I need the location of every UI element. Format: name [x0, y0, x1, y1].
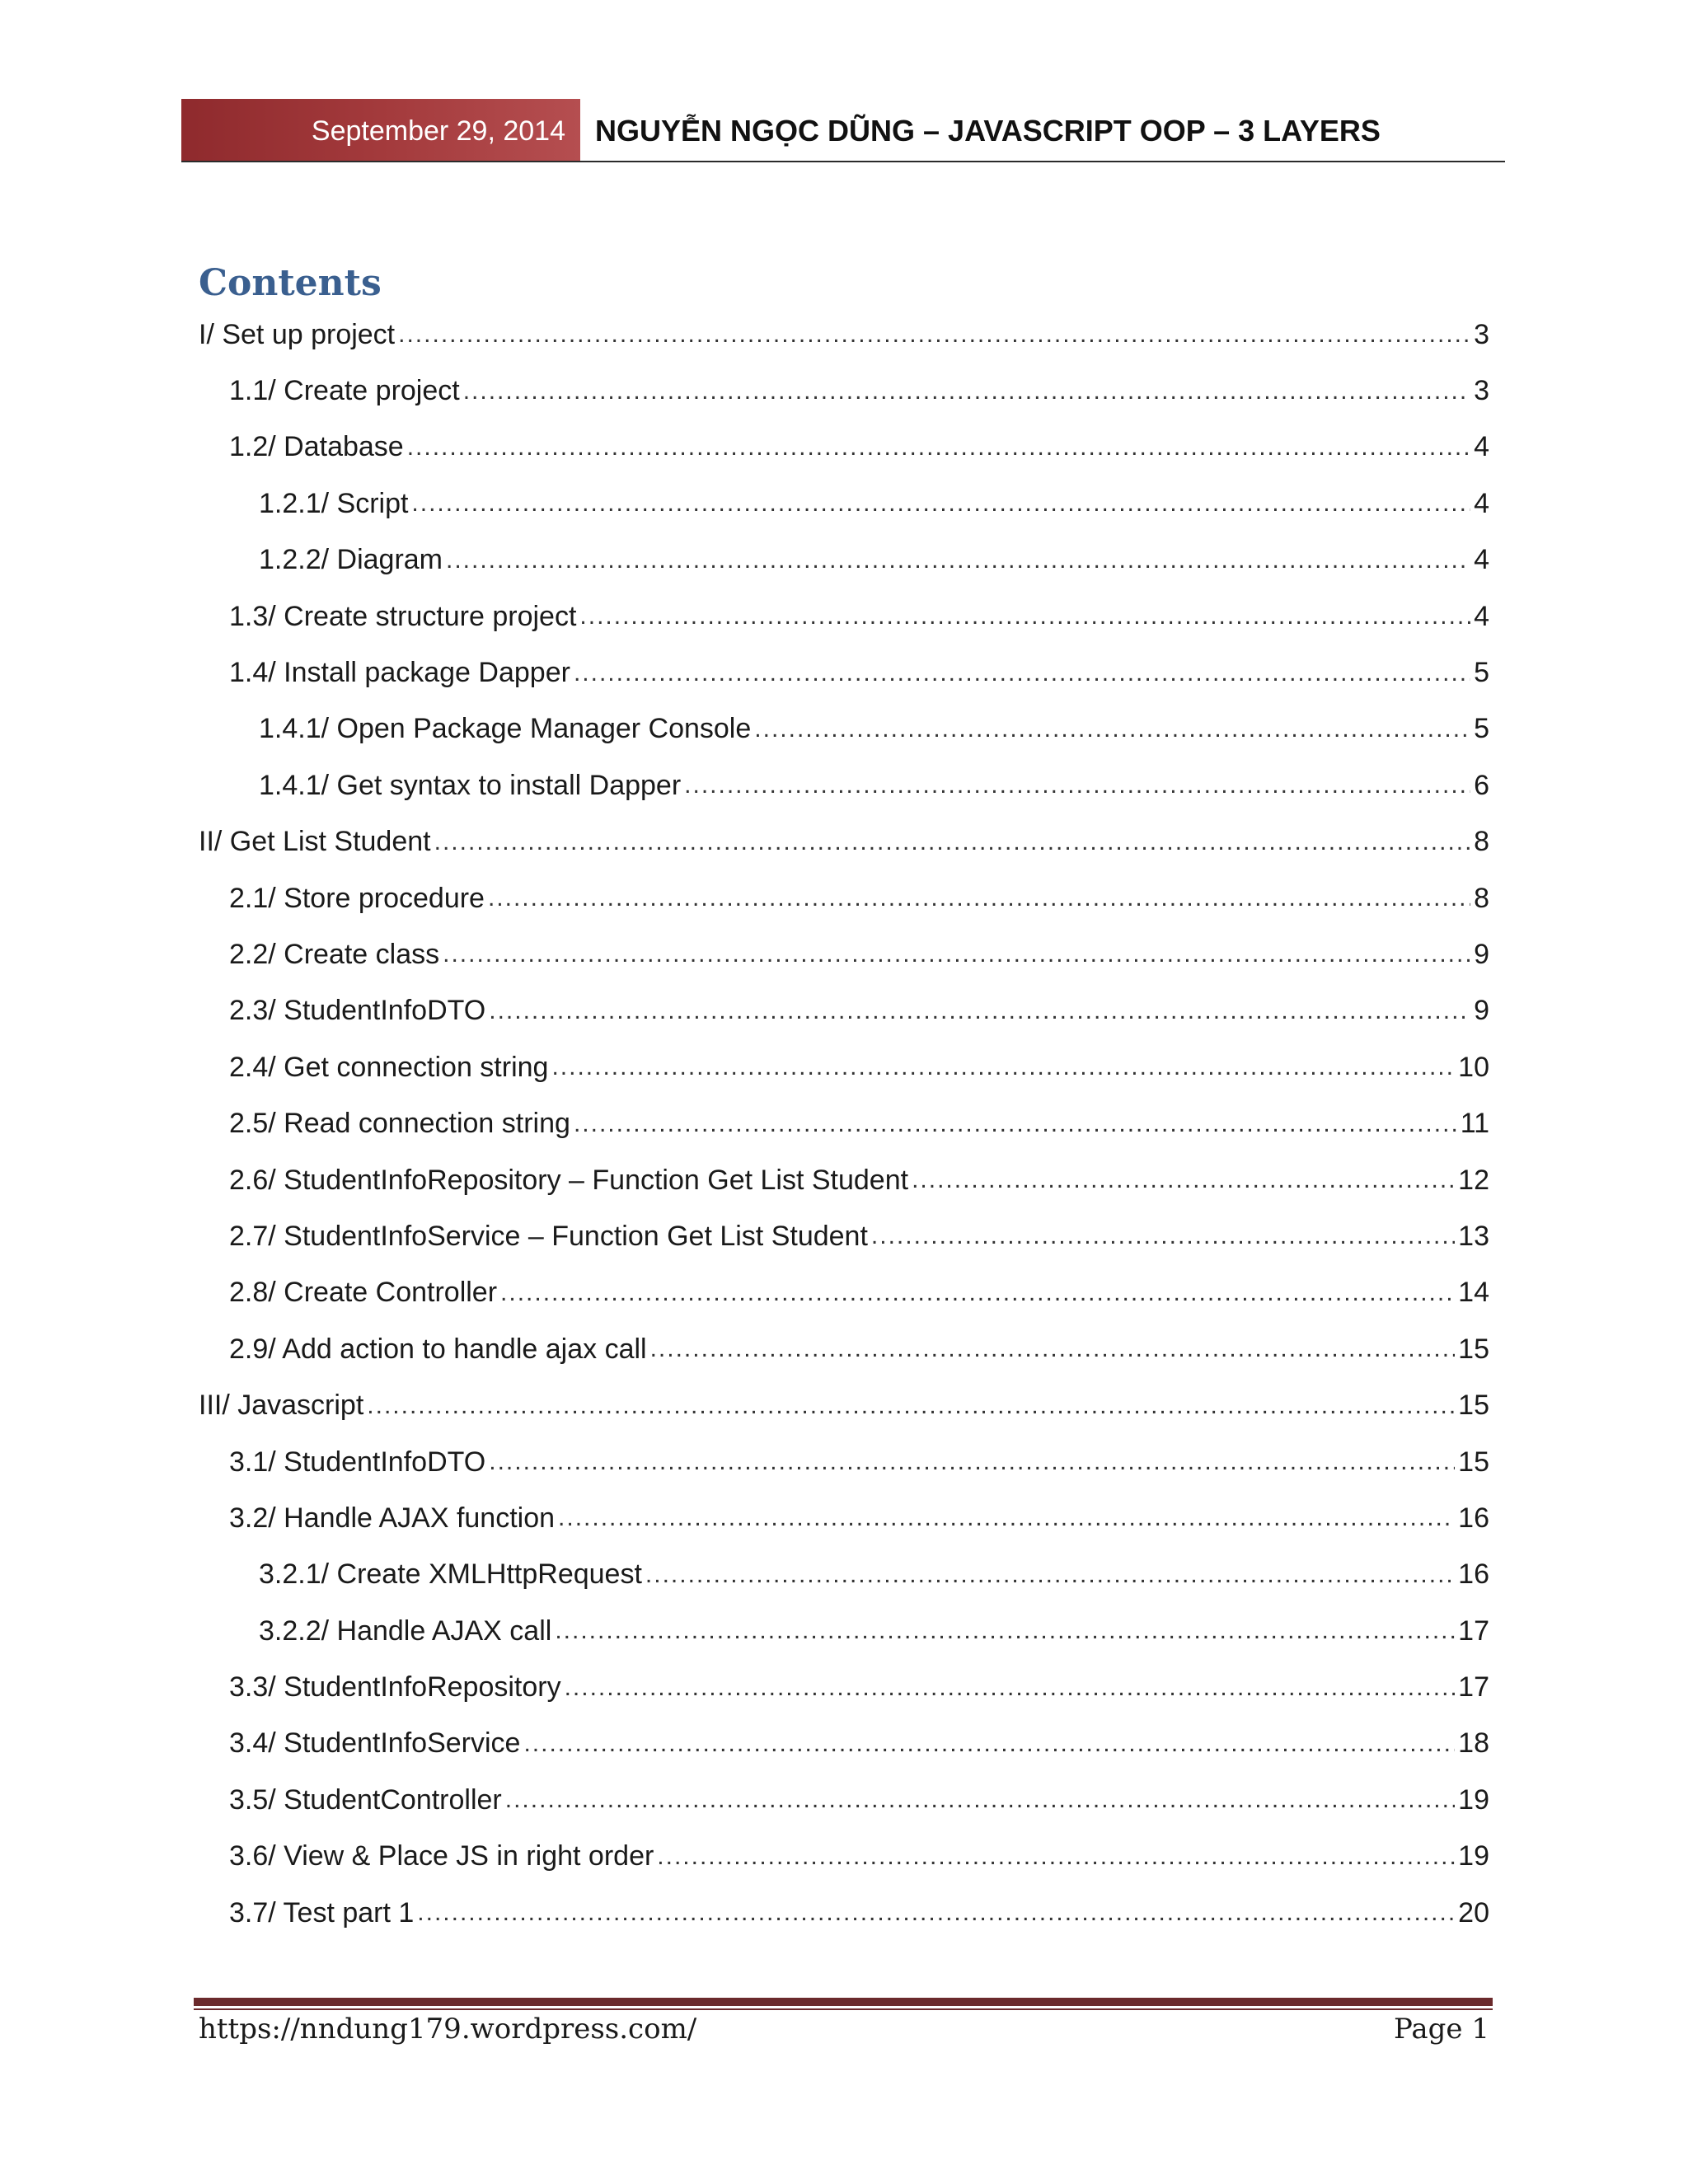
toc-dot-leader [555, 1617, 1455, 1645]
toc-dot-leader [912, 1166, 1455, 1194]
toc-entry[interactable] [199, 1265, 1489, 1321]
toc-dot-leader [754, 715, 1470, 743]
toc-entry-label: 2.8/ Create Controller [229, 1277, 498, 1309]
toc-entry-label: 3.4/ StudentInfoService [229, 1727, 521, 1760]
toc-entry-label: II/ Get List Student [199, 826, 431, 858]
toc-entry-label: 3.3/ StudentInfoRepository [229, 1671, 561, 1704]
toc-entry[interactable] [199, 1885, 1489, 1941]
toc-entry[interactable] [199, 476, 1489, 532]
toc-entry-page: 20 [1458, 1896, 1489, 1929]
toc-entry-label: 1.1/ Create project [229, 375, 460, 407]
toc-entry[interactable] [199, 757, 1489, 813]
toc-entry-page: 3 [1474, 375, 1489, 407]
toc-dot-leader [574, 659, 1470, 687]
toc-dot-leader [407, 434, 1470, 462]
toc-entry-page: 15 [1458, 1446, 1489, 1478]
toc-entry[interactable] [199, 983, 1489, 1039]
toc-entry[interactable] [199, 926, 1489, 982]
header-date: September 29, 2014 [181, 99, 580, 161]
toc-dot-leader [500, 1279, 1455, 1307]
toc-entry-page: 4 [1474, 487, 1489, 519]
toc-dot-leader [650, 1335, 1456, 1363]
toc-entry-page: 12 [1458, 1164, 1489, 1196]
toc-dot-leader [657, 1843, 1455, 1871]
toc-dot-leader [579, 602, 1470, 630]
toc-dot-leader [417, 1899, 1455, 1927]
toc-entry-page: 9 [1474, 938, 1489, 970]
toc-entry[interactable] [199, 363, 1489, 419]
toc-entry-label: 3.1/ StudentInfoDTO [229, 1446, 486, 1478]
toc-entry-page: 16 [1458, 1502, 1489, 1534]
toc-entry-label: 2.7/ StudentInfoService – Function Get List Student [229, 1220, 868, 1252]
toc-dot-leader [489, 997, 1470, 1025]
toc-dot-leader [367, 1392, 1455, 1420]
toc-entry[interactable] [199, 870, 1489, 926]
toc-entry[interactable] [199, 1039, 1489, 1095]
toc-dot-leader [871, 1222, 1455, 1250]
toc-entry[interactable] [199, 1659, 1489, 1715]
toc-entry-page: 15 [1458, 1333, 1489, 1365]
toc-entry-page: 13 [1458, 1220, 1489, 1252]
toc-entry[interactable] [199, 814, 1489, 870]
toc-entry-label: 2.9/ Add action to handle ajax call [229, 1333, 647, 1365]
toc-entry-page: 8 [1474, 882, 1489, 914]
toc-dot-leader [558, 1504, 1455, 1532]
toc-entry-label: 1.2.2/ Diagram [259, 544, 443, 576]
toc-entry-page: 17 [1458, 1615, 1489, 1647]
table-of-contents [199, 307, 1489, 1941]
toc-entry[interactable] [199, 1377, 1489, 1433]
toc-entry-label: I/ Set up project [199, 318, 396, 350]
toc-dot-leader [446, 546, 1470, 574]
toc-entry[interactable] [199, 1434, 1489, 1490]
toc-entry-label: 2.3/ StudentInfoDTO [229, 995, 486, 1027]
toc-entry-page: 19 [1458, 1783, 1489, 1816]
toc-entry[interactable] [199, 1095, 1489, 1151]
toc-entry[interactable] [199, 419, 1489, 476]
toc-entry-label: 1.4/ Install package Dapper [229, 657, 570, 689]
toc-entry-label: 2.4/ Get connection string [229, 1051, 549, 1083]
toc-entry-page: 4 [1474, 431, 1489, 463]
toc-dot-leader [505, 1786, 1455, 1814]
toc-entry[interactable] [199, 1772, 1489, 1828]
toc-entry[interactable] [199, 1829, 1489, 1885]
toc-entry-page: 6 [1474, 769, 1489, 801]
toc-entry-label: 2.2/ Create class [229, 938, 440, 970]
toc-entry[interactable] [199, 1603, 1489, 1659]
toc-entry-page: 11 [1460, 1108, 1489, 1140]
toc-entry-label: 1.3/ Create structure project [229, 600, 577, 632]
toc-entry[interactable] [199, 1321, 1489, 1377]
toc-entry-label: 3.5/ StudentController [229, 1783, 502, 1816]
toc-entry-page: 3 [1474, 318, 1489, 350]
toc-entry-label: 1.4.1/ Get syntax to install Dapper [259, 769, 682, 801]
toc-entry-page: 15 [1458, 1390, 1489, 1422]
toc-dot-leader [443, 940, 1470, 968]
toc-dot-leader [574, 1110, 1457, 1138]
toc-entry-page: 18 [1458, 1727, 1489, 1760]
toc-entry[interactable] [199, 307, 1489, 363]
toc-entry-label: 1.2/ Database [229, 431, 404, 463]
toc-entry-page: 9 [1474, 995, 1489, 1027]
toc-entry[interactable] [199, 1490, 1489, 1546]
footer-url[interactable]: https://nndung179.wordpress.com/ [199, 2013, 697, 2046]
toc-entry-label: III/ Javascript [199, 1390, 364, 1422]
toc-dot-leader [463, 377, 1470, 405]
toc-dot-leader [489, 1448, 1455, 1476]
toc-entry[interactable] [199, 644, 1489, 701]
toc-entry-page: 17 [1458, 1671, 1489, 1704]
toc-entry[interactable] [199, 1547, 1489, 1603]
toc-entry[interactable] [199, 701, 1489, 757]
toc-entry-page: 4 [1474, 544, 1489, 576]
toc-entry-page: 5 [1474, 713, 1489, 745]
toc-entry[interactable] [199, 1208, 1489, 1264]
toc-dot-leader [411, 490, 1470, 518]
toc-dot-leader [523, 1730, 1455, 1758]
toc-entry-label: 3.2/ Handle AJAX function [229, 1502, 556, 1534]
toc-entry-page: 8 [1474, 826, 1489, 858]
footer-divider-thin [194, 2008, 1493, 2010]
page-header [181, 99, 1505, 162]
toc-dot-leader [645, 1561, 1455, 1589]
toc-dot-leader [551, 1053, 1455, 1081]
header-title: NGUYỄN NGỌC DŨNG – JAVASCRIPT OOP – 3 LAYERS [595, 114, 1381, 148]
toc-entry[interactable] [199, 1716, 1489, 1772]
toc-entry-label: 3.6/ View & Place JS in right order [229, 1840, 654, 1872]
toc-entry-page: 5 [1474, 657, 1489, 689]
toc-dot-leader [434, 828, 1470, 856]
toc-entry[interactable] [199, 532, 1489, 588]
toc-dot-leader [684, 771, 1470, 799]
toc-entry-label: 2.6/ StudentInfoRepository – Function Get List Student [229, 1164, 909, 1196]
toc-dot-leader [398, 321, 1470, 349]
toc-entry[interactable] [199, 588, 1489, 644]
toc-entry[interactable] [199, 1152, 1489, 1208]
toc-entry-label: 3.7/ Test part 1 [229, 1896, 415, 1929]
toc-entry-page: 10 [1458, 1051, 1489, 1083]
toc-entry-label: 2.1/ Store procedure [229, 882, 485, 914]
toc-entry-label: 1.4.1/ Open Package Manager Console [259, 713, 752, 745]
toc-dot-leader [565, 1674, 1456, 1702]
toc-entry-page: 19 [1458, 1840, 1489, 1872]
toc-dot-leader [488, 884, 1470, 912]
toc-entry-page: 16 [1458, 1558, 1489, 1591]
footer-divider [194, 1998, 1493, 2008]
toc-entry-label: 3.2.1/ Create XMLHttpRequest [259, 1558, 642, 1591]
toc-entry-page: 4 [1474, 600, 1489, 632]
footer-page-number: Page 1 [1394, 2013, 1489, 2046]
toc-entry-label: 1.2.1/ Script [259, 487, 409, 519]
toc-entry-label: 2.5/ Read connection string [229, 1108, 570, 1140]
contents-heading: Contents [199, 262, 382, 304]
toc-entry-page: 14 [1458, 1277, 1489, 1309]
toc-entry-label: 3.2.2/ Handle AJAX call [259, 1615, 552, 1647]
